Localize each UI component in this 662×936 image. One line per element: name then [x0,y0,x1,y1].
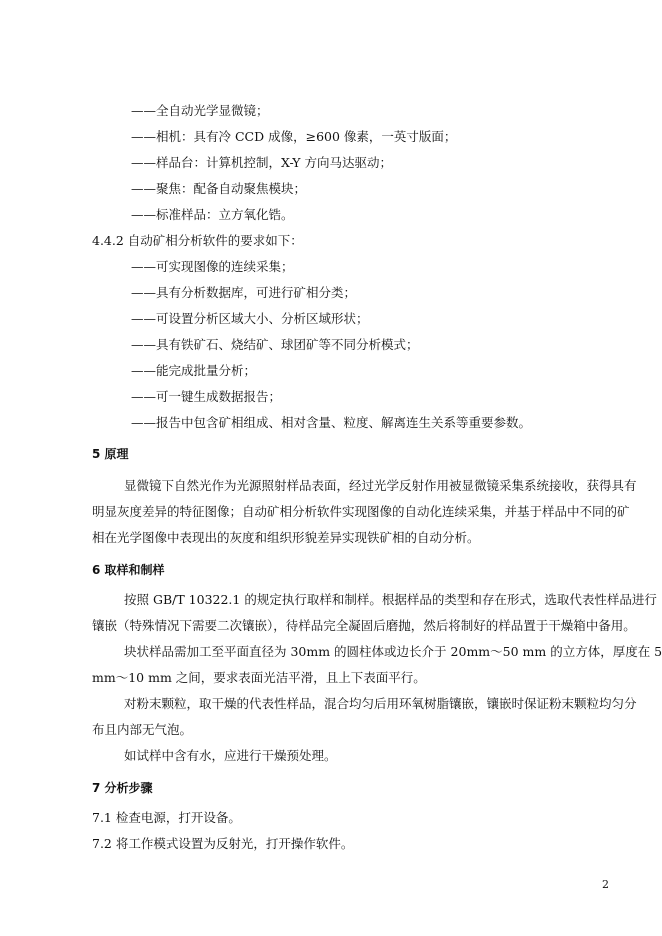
list-item: ——可一键生成数据报告； [131,389,282,404]
list-item: ——聚焦：配备自动聚焦模块； [131,181,307,196]
paragraph-line: 布且内部无气泡。 [92,722,193,737]
step-item: 7.1 检查电源，打开设备。 [92,810,241,825]
list-item: ——全自动光学显微镜； [131,103,269,118]
paragraph-line: 镶嵌（特殊情况下需要二次镶嵌），待样品完全凝固后磨抛，然后将制好的样品置于干燥箱中备用。 [92,618,636,633]
section-5-heading: 5 原理 [92,447,129,461]
page-number: 2 [602,878,609,891]
paragraph-line: 明显灰度差异的特征图像；自动矿相分析软件实现图像的自动化连续采集，并基于样品中不同的矿 [92,504,630,519]
paragraph-line: 块状样品需加工至平面直径为 30mm 的圆柱体或边长介于 20mm～50 mm 的立方体，厚度在 5 [124,644,662,659]
list-item: ——可实现图像的连续采集； [131,259,294,274]
list-item: ——能完成批量分析； [131,363,257,378]
section-7-heading: 7 分析步骤 [92,781,153,795]
paragraph-line: 相在光学图像中表现出的灰度和组织形貌差异实现铁矿相的自动分析。 [92,530,480,545]
paragraph-line: 按照 GB/T 10322.1 的规定执行取样和制样。根据样品的类型和存在形式，选取代表性样品进行 [124,592,657,607]
list-item: ——可设置分析区域大小、分析区域形状； [131,311,369,326]
section-6-heading: 6 取样和制样 [92,563,165,577]
list-item: ——相机：具有冷 CCD 成像，≥600 像素，一英寸版面； [131,129,457,144]
list-item: ——具有铁矿石、烧结矿、球团矿等不同分析模式； [131,337,419,352]
paragraph-line: 显微镜下自然光作为光源照射样品表面，经过光学反射作用被显微镜采集系统接收，获得具有 [124,478,637,493]
list-item: ——样品台：计算机控制，X-Y 方向马达驱动； [131,155,393,170]
paragraph-line: 对粉末颗粒，取干燥的代表性样品，混合均匀后用环氧树脂镶嵌，镶嵌时保证粉末颗粒均匀分 [124,696,637,711]
paragraph-line: 如试样中含有水，应进行干燥预处理。 [124,748,337,763]
list-item: ——标准样品：立方氧化锆。 [131,207,294,222]
paragraph-line: mm～10 mm 之间，要求表面光洁平滑，且上下表面平行。 [92,670,426,685]
section-4-4-2-title: 4.4.2 自动矿相分析软件的要求如下： [92,233,303,248]
list-item: ——具有分析数据库，可进行矿相分类； [131,285,357,300]
step-item: 7.2 将工作模式设置为反射光，打开操作软件。 [92,836,354,851]
list-item: ——报告中包含矿相组成、相对含量、粒度、解离连生关系等重要参数。 [131,415,532,430]
